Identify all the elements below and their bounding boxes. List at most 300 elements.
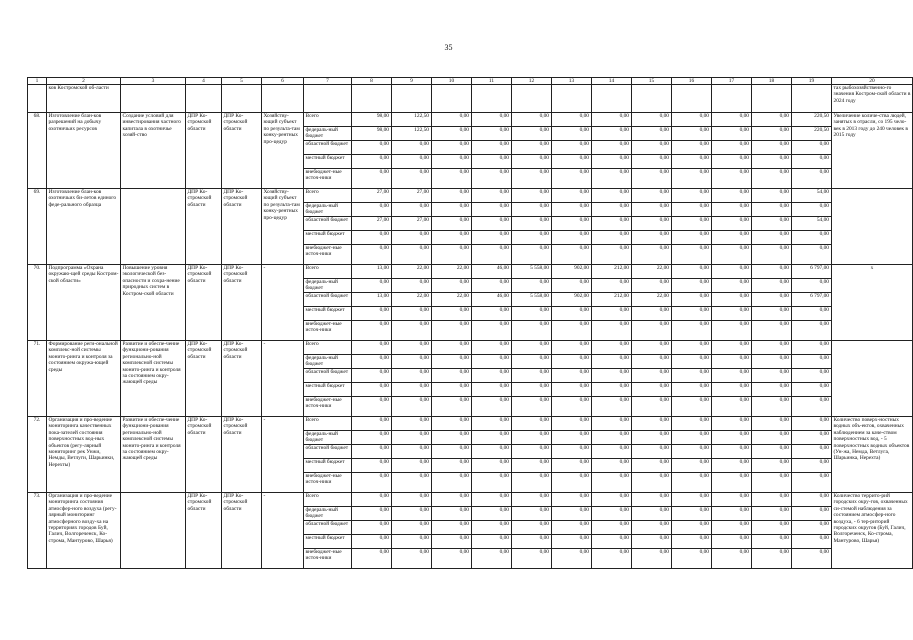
financing-source: местный бюджет [304,459,352,473]
measure-goal: Повышение уровня экологической без-опасности и сохра-нение природных систем в Костром-ской области [121,265,186,341]
column-number: 13 [552,78,592,85]
year-value: 0,00 [632,549,672,569]
year-value: 0,00 [592,397,632,417]
year-value: 0,00 [352,549,392,569]
year-value: 0,00 [432,397,472,417]
financing-source: внебюджет-ные источ-ники [304,321,352,341]
year-value: 0,00 [472,445,512,459]
year-value: 0,00 [672,369,712,383]
cell-empty [432,85,472,113]
expected-result: Количество террито-рий городских окру-гов, охваченных си-стемой наблюдения за состоянием атмосфер-ного воздуха, - 6 тер-риторий городских округов (Буй, Галич, Волгореченск, Ко-строма, Мантурово, Шарья) [832,493,913,569]
year-value: 0,00 [512,321,552,341]
financing-source: областной бюджет [304,217,352,231]
year-value: 0,00 [552,549,592,569]
year-value: 0,00 [512,189,552,203]
column-number: 9 [392,78,432,85]
year-value: 0,00 [512,245,552,265]
year-value: 0,00 [752,155,792,169]
measure-goal [121,189,186,265]
year-value: 0,00 [752,417,792,431]
year-value: 0,00 [352,369,392,383]
year-value: 5 558,00 [512,293,552,307]
year-value: 0,00 [352,431,392,445]
year-value: 0,00 [752,279,792,293]
year-value: 0,00 [392,279,432,293]
year-value: 0,00 [632,383,672,397]
year-value: 0,00 [592,307,632,321]
year-value: 0,00 [712,321,752,341]
year-value: 0,00 [752,169,792,189]
year-value: 0,00 [352,321,392,341]
total-value: 6 797,00 [792,293,832,307]
year-value: 0,00 [512,507,552,521]
year-value: 0,00 [592,383,632,397]
cell-empty [392,85,432,113]
measure-name: Организация и про-ведение мониторинга качественных пока-зателей состояния поверхностных вод-ных объектов (регу-лярный мониторинг рек Унжи, Немды, Ветлуги, Шарьинки, Нерехты) [47,417,121,493]
year-value: 0,00 [592,341,632,355]
column-number: 19 [792,78,832,85]
year-value: 0,00 [552,417,592,431]
co-executor: ДПР Ко-стромской области [222,265,262,341]
column-number: 5 [222,78,262,85]
year-value: 27,00 [392,217,432,231]
year-value: 0,00 [472,231,512,245]
measure-number: 69. [28,189,47,265]
year-value: 0,00 [712,169,752,189]
financing-source: Всего [304,113,352,127]
year-value: 0,00 [392,473,432,493]
year-value: 0,00 [752,189,792,203]
cell-empty [632,85,672,113]
year-value: 0,00 [512,445,552,459]
year-value: 0,00 [472,459,512,473]
column-number: 6 [262,78,304,85]
year-value: 0,00 [432,155,472,169]
year-value: 0,00 [672,507,712,521]
year-value: 0,00 [392,431,432,445]
year-value: 0,00 [672,459,712,473]
year-value: 0,00 [752,521,792,535]
year-value: 0,00 [472,473,512,493]
year-value: 0,00 [552,507,592,521]
year-value: 0,00 [752,507,792,521]
co-executor: ДПР Ко-стромской области [222,341,262,417]
year-value: 5 558,00 [512,265,552,279]
year-value: 0,00 [472,307,512,321]
year-value: 0,00 [712,369,752,383]
table-body [28,78,913,569]
year-value: 0,00 [632,493,672,507]
total-value: 0,00 [792,341,832,355]
financing-source: внебюджет-ные источ-ники [304,473,352,493]
year-value: 0,00 [712,189,752,203]
year-value: 0,00 [432,549,472,569]
year-value: 0,00 [512,355,552,369]
financing-source: областной бюджет [304,521,352,535]
year-value: 0,00 [552,231,592,245]
year-value: 0,00 [672,321,712,341]
year-value: 0,00 [672,141,712,155]
column-number: 15 [632,78,672,85]
cell-empty [672,85,712,113]
total-value: 0,00 [792,535,832,549]
year-value: 0,00 [352,355,392,369]
total-value: 0,00 [792,245,832,265]
measure-row [28,113,913,127]
year-value: 0,00 [592,113,632,127]
year-value: 0,00 [712,431,752,445]
total-value: 0,00 [792,279,832,293]
year-value: 0,00 [472,521,512,535]
year-value: 0,00 [432,231,472,245]
year-value: 0,00 [472,383,512,397]
year-value: 0,00 [512,473,552,493]
year-value: 0,00 [432,245,472,265]
financing-source: внебюджет-ные источ-ники [304,169,352,189]
year-value: 0,00 [632,189,672,203]
year-value: 0,00 [392,459,432,473]
year-value: 0,00 [392,549,432,569]
year-value: 0,00 [552,141,592,155]
column-number: 17 [712,78,752,85]
year-value: 0,00 [472,113,512,127]
year-value: 0,00 [592,493,632,507]
year-value: 0,00 [512,521,552,535]
total-value: 6 797,00 [792,265,832,279]
responsible-executor: ДПР Ко-стромской области [186,341,222,417]
measure-name: Формирование реги-ональной комплекс-ной системы монито-ринга и контроля за состоянием окружа-ющей среды [47,341,121,417]
year-value: 0,00 [552,217,592,231]
year-value: 0,00 [432,321,472,341]
cell-empty [186,85,222,113]
year-value: 0,00 [592,369,632,383]
financing-source: Всего [304,493,352,507]
year-value: 0,00 [432,521,472,535]
year-value: 0,00 [632,521,672,535]
cell-empty [472,85,512,113]
participant: - [262,417,304,493]
year-value: 0,00 [512,383,552,397]
year-value: 0,00 [632,341,672,355]
measure-row [28,189,913,203]
continued-result: тах рыбохозяйственно-го значения Костром-ской области в 2024 году [832,85,913,113]
year-value: 122,50 [392,127,432,141]
year-value: 0,00 [672,521,712,535]
year-value: 0,00 [352,155,392,169]
year-value: 0,00 [552,279,592,293]
column-number: 4 [186,78,222,85]
year-value: 0,00 [712,217,752,231]
year-value: 0,00 [432,169,472,189]
year-value: 0,00 [632,445,672,459]
year-value: 0,00 [592,355,632,369]
year-value: 0,00 [632,231,672,245]
year-value: 0,00 [632,113,672,127]
year-value: 0,00 [752,127,792,141]
year-value: 0,00 [472,355,512,369]
year-value: 0,00 [352,203,392,217]
year-value: 212,00 [592,293,632,307]
year-value: 0,00 [632,397,672,417]
cell-empty [712,85,752,113]
year-value: 0,00 [552,521,592,535]
year-value: 0,00 [752,397,792,417]
column-number: 20 [832,78,913,85]
financing-source: федераль-ный бюджет [304,355,352,369]
year-value: 0,00 [512,231,552,245]
year-value: 0,00 [632,431,672,445]
year-value: 0,00 [552,169,592,189]
measure-goal [121,493,186,569]
year-value: 0,00 [552,355,592,369]
year-value: 0,00 [392,169,432,189]
page-number: 35 [444,43,453,52]
year-value: 0,00 [672,383,712,397]
measure-name: Изготовление блан-ков охотничьих би-летов единого феде-рального образца [47,189,121,265]
year-value: 902,00 [552,293,592,307]
year-value: 0,00 [592,155,632,169]
year-value: 0,00 [472,341,512,355]
year-value: 0,00 [392,155,432,169]
expected-result: x [832,265,913,341]
year-value: 0,00 [432,203,472,217]
total-value: 0,00 [792,355,832,369]
year-value: 0,00 [472,535,512,549]
participant: - [262,265,304,341]
measure-row [28,341,913,355]
year-value: 0,00 [712,113,752,127]
year-value: 0,00 [432,493,472,507]
year-value: 0,00 [552,155,592,169]
column-number: 14 [592,78,632,85]
year-value: 0,00 [592,321,632,341]
year-value: 27,00 [352,217,392,231]
year-value: 0,00 [352,383,392,397]
year-value: 0,00 [432,473,472,493]
measure-number: 72. [28,417,47,493]
column-number: 12 [512,78,552,85]
year-value: 0,00 [512,369,552,383]
cell-empty [304,85,352,113]
participant: - [262,493,304,569]
cell-empty [592,85,632,113]
year-value: 0,00 [592,203,632,217]
year-value: 0,00 [712,383,752,397]
year-value: 0,00 [352,459,392,473]
co-executor: ДПР Ко-стромской области [222,113,262,189]
year-value: 0,00 [672,397,712,417]
year-value: 0,00 [552,369,592,383]
year-value: 0,00 [592,231,632,245]
year-value: 0,00 [672,473,712,493]
year-value: 0,00 [712,445,752,459]
year-value: 0,00 [712,473,752,493]
year-value: 0,00 [472,549,512,569]
year-value: 0,00 [432,383,472,397]
year-value: 0,00 [352,245,392,265]
responsible-executor: ДПР Ко-стромской области [186,417,222,493]
year-value: 0,00 [752,245,792,265]
year-value: 0,00 [512,141,552,155]
year-value: 46,00 [472,293,512,307]
year-value: 0,00 [712,231,752,245]
cell-empty [28,85,47,113]
year-value: 0,00 [552,493,592,507]
year-value: 0,00 [432,127,472,141]
year-value: 0,00 [712,265,752,279]
year-value: 0,00 [512,127,552,141]
year-value: 0,00 [752,535,792,549]
year-value: 0,00 [352,307,392,321]
total-value: 0,00 [792,397,832,417]
year-value: 0,00 [632,321,672,341]
year-value: 0,00 [632,141,672,155]
total-value: 0,00 [792,459,832,473]
year-value: 0,00 [752,355,792,369]
responsible-executor: ДПР Ко-стромской области [186,493,222,569]
year-value: 22,00 [632,293,672,307]
year-value: 0,00 [632,169,672,189]
year-value: 0,00 [472,141,512,155]
total-value: 54,00 [792,217,832,231]
total-value: 0,00 [792,445,832,459]
year-value: 0,00 [552,307,592,321]
total-value: 0,00 [792,321,832,341]
year-value: 0,00 [712,341,752,355]
year-value: 0,00 [352,445,392,459]
year-value: 0,00 [712,417,752,431]
year-value: 0,00 [472,155,512,169]
year-value: 0,00 [512,203,552,217]
year-value: 0,00 [672,417,712,431]
year-value: 0,00 [672,279,712,293]
year-value: 0,00 [512,341,552,355]
financing-source: федераль-ный бюджет [304,431,352,445]
year-value: 0,00 [432,431,472,445]
year-value: 0,00 [392,231,432,245]
financing-source: федераль-ный бюджет [304,279,352,293]
cell-empty [752,85,792,113]
year-value: 98,00 [352,127,392,141]
year-value: 22,00 [432,293,472,307]
financing-source: федераль-ный бюджет [304,127,352,141]
financing-source: областной бюджет [304,141,352,155]
financing-source: областной бюджет [304,445,352,459]
column-number: 7 [304,78,352,85]
year-value: 0,00 [632,473,672,493]
year-value: 27,00 [352,189,392,203]
year-value: 0,00 [392,507,432,521]
measure-name: Изготовление блан-ков разрешений на добычу охотничьих ресурсов [47,113,121,189]
year-value: 0,00 [752,203,792,217]
year-value: 122,50 [392,113,432,127]
year-value: 0,00 [432,141,472,155]
year-value: 0,00 [672,431,712,445]
expected-result: Увеличение количе-ства людей, занятых в отрасли, со 195 чело-век в 2013 году до 240 человек в 2015 году [832,113,913,189]
year-value: 0,00 [632,279,672,293]
column-number: 11 [472,78,512,85]
year-value: 0,00 [472,127,512,141]
year-value: 0,00 [552,535,592,549]
year-value: 0,00 [552,397,592,417]
year-value: 0,00 [552,459,592,473]
responsible-executor: ДПР Ко-стромской области [186,113,222,189]
year-value: 0,00 [672,445,712,459]
financing-source: внебюджет-ные источ-ники [304,397,352,417]
total-value: 0,00 [792,507,832,521]
year-value: 0,00 [552,127,592,141]
year-value: 22,00 [432,265,472,279]
year-value: 0,00 [552,321,592,341]
year-value: 0,00 [512,459,552,473]
year-value: 0,00 [432,279,472,293]
year-value: 0,00 [592,279,632,293]
year-value: 0,00 [632,127,672,141]
year-value: 0,00 [712,155,752,169]
year-value: 0,00 [592,473,632,493]
column-number: 10 [432,78,472,85]
measure-number: 68. [28,113,47,189]
cell-empty [121,85,186,113]
financing-source: внебюджет-ные источ-ники [304,549,352,569]
column-number: 3 [121,78,186,85]
financing-source: областной бюджет [304,369,352,383]
year-value: 13,00 [352,293,392,307]
year-value: 0,00 [712,397,752,417]
year-value: 0,00 [512,113,552,127]
cell-empty [222,85,262,113]
year-value: 0,00 [472,493,512,507]
year-value: 0,00 [432,445,472,459]
year-value: 22,00 [392,293,432,307]
year-value: 0,00 [552,203,592,217]
year-value: 0,00 [352,417,392,431]
year-value: 0,00 [432,189,472,203]
year-value: 0,00 [632,369,672,383]
year-value: 98,00 [352,113,392,127]
total-value: 0,00 [792,231,832,245]
year-value: 0,00 [472,203,512,217]
year-value: 0,00 [632,535,672,549]
year-value: 0,00 [592,141,632,155]
year-value: 0,00 [392,321,432,341]
year-value: 0,00 [512,169,552,189]
year-value: 0,00 [352,473,392,493]
year-value: 0,00 [672,155,712,169]
year-value: 0,00 [672,549,712,569]
year-value: 0,00 [752,493,792,507]
year-value: 0,00 [672,355,712,369]
measure-number: 70. [28,265,47,341]
year-value: 0,00 [592,507,632,521]
measure-name: Организация и про-ведение мониторинга состояния атмосфер-ного воздуха (регу-лярный мониторинг атмосферного возду-ха на территориях городов Буй, Галич, Волгореченск, Ко-строма, Мантурово, Шарья) [47,493,121,569]
year-value: 0,00 [712,549,752,569]
year-value: 0,00 [712,279,752,293]
column-number: 8 [352,78,392,85]
column-number: 2 [47,78,121,85]
year-value: 0,00 [392,245,432,265]
year-value: 0,00 [592,535,632,549]
year-value: 0,00 [592,549,632,569]
total-value: 0,00 [792,473,832,493]
year-value: 0,00 [712,245,752,265]
measure-name: Подпрограмма «Охрана окружаю-щей среды Костром-ской области» [47,265,121,341]
year-value: 0,00 [432,417,472,431]
year-value: 0,00 [712,535,752,549]
year-value: 0,00 [672,127,712,141]
column-number-row [28,78,913,85]
year-value: 0,00 [352,397,392,417]
